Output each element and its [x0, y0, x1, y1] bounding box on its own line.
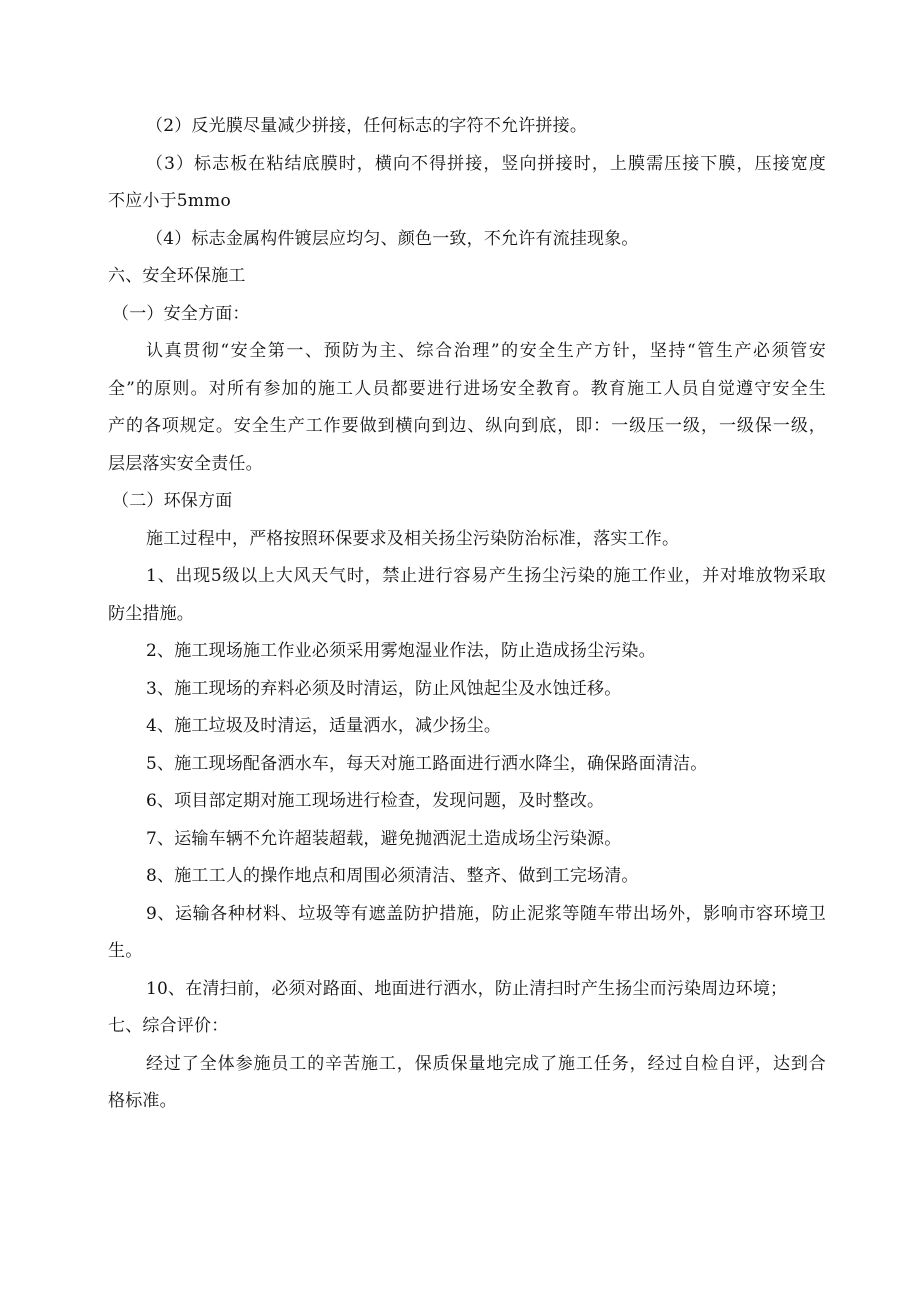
document-page	[108, 108, 826, 1121]
text-line: 生。	[108, 941, 143, 961]
text-line: （2）反光膜尽量减少拼接，任何标志的字符不允许拼接。	[146, 116, 588, 136]
section-heading: 七、综合评价：	[108, 1016, 229, 1036]
section-heading: 六、安全环保施工	[108, 266, 246, 286]
text-line: 认真贯彻“安全第一、预防为主、综合治理”的安全生产方针，坚持“管生产必须管安	[146, 341, 826, 361]
text-line: （4）标志金属构件镀层应均匀、颜色一致，不允许有流挂现象。	[146, 228, 639, 249]
text-line: 格标准。	[108, 1091, 177, 1111]
list-item: 3、施工现场的弃料必须及时清运，防止风蚀起尘及水蚀迁移。	[146, 678, 622, 699]
text-line: 不应小于5mmo	[108, 191, 231, 211]
list-item: 7、运输车辆不允许超装超载，避免抛洒泥土造成场尘污染源。	[146, 828, 622, 849]
text-line: 经过了全体参施员工的辛苦施工，保质保量地完成了施工任务，经过自检自评，达到合	[146, 1053, 826, 1074]
list-item: 1、出现5级以上大风天气时，禁止进行容易产生扬尘污染的施工作业，并对堆放物采取	[146, 566, 826, 586]
list-item: 4、施工垃圾及时清运，适量洒水，减少扬尘。	[146, 716, 502, 736]
subsection-heading: （二）环保方面	[112, 491, 233, 511]
list-item: 9、运输各种材料、垃圾等有遮盖防护措施，防止泥浆等随车带出场外，影响市容环境卫	[146, 903, 826, 924]
list-item: 6、项目部定期对施工现场进行检查，发现问题，及时整改。	[146, 791, 605, 811]
list-item: 10、在清扫前，必须对路面、地面进行洒水，防止清扫时产生扬尘而污染周边环境；	[146, 978, 788, 999]
subsection-heading: （一）安全方面：	[112, 303, 250, 324]
text-line: 层层落实安全责任。	[108, 453, 263, 474]
text-line: 施工过程中，严格按照环保要求及相关扬尘污染防治标准，落实工作。	[146, 528, 680, 549]
text-line: 防尘措施。	[108, 603, 194, 624]
list-item: 2、施工现场施工作业必须采用雾炮湿业作法，防止造成扬尘污染。	[146, 641, 656, 661]
text-line: 产的各项规定。安全生产工作要做到横向到边、纵向到底，即：一级压一级，一级保一级，	[108, 416, 826, 436]
list-item: 5、施工现场配备洒水车，每天对施工路面进行洒水降尘，确保路面清洁。	[146, 753, 708, 774]
list-item: 8、施工工人的操作地点和周围必须清洁、整齐、做到工完场清。	[146, 866, 639, 886]
text-line: （3）标志板在粘结底膜时，横向不得拼接，竖向拼接时，上膜需压接下膜，压接宽度	[146, 153, 826, 174]
text-line: 全”的原则。对所有参加的施工人员都要进行进场安全教育。教育施工人员自觉遵守安全生	[108, 378, 826, 399]
